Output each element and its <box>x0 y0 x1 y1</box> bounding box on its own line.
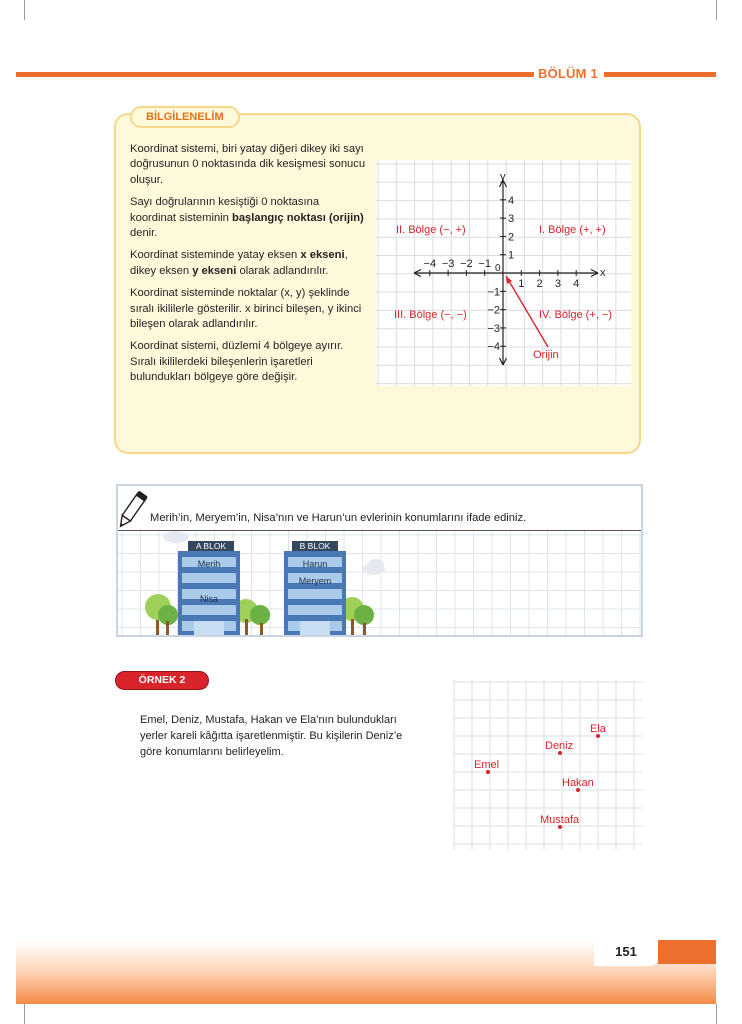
bold-term-origin: başlangıç noktası (orijin) <box>231 211 364 224</box>
building-a-resident-top: Merih <box>197 559 221 569</box>
building-a-resident-bottom: Nisa <box>199 594 219 604</box>
text-run: denir. <box>130 227 158 240</box>
building-b-sign-text: B BLOK <box>299 541 331 551</box>
building-b-resident-bottom: Meryem <box>298 576 332 586</box>
crop-mark <box>716 0 717 20</box>
x-tick-label: −1 <box>478 258 491 270</box>
label-mustafa: Mustafa <box>540 814 580 826</box>
x-tick-label: 4 <box>573 278 580 290</box>
page-tab <box>658 940 716 964</box>
text-run: , dikey eksen <box>130 249 348 277</box>
quadrant-3-label: III. Bölge (−, −) <box>394 309 467 321</box>
x-tick-label: −4 <box>423 258 437 270</box>
building-door <box>194 621 224 635</box>
activity-prompt: Merih’in, Meryem’in, Nisa’nın ve Harun’un evlerinin konumlarını ifade ediniz. <box>150 512 527 524</box>
y-tick-label: −3 <box>487 322 500 335</box>
info-paragraph-2 <box>130 195 366 241</box>
y-tick-label: −2 <box>487 304 500 317</box>
building-b <box>284 541 346 635</box>
info-paragraph-5: Koordinat sistemi, düzlemi 4 bölgeye ayırır. Sıralı ikililerdeki bileşenlerin işaretleri bulundukları bölgeye göre değişir. <box>130 340 344 384</box>
text-run: Sayı doğrularının kesiştiği 0 noktasına koordinat sisteminin <box>130 196 320 224</box>
x-axis-label: x <box>600 267 606 279</box>
example-text: Emel, Deniz, Mustafa, Hakan ve Ela’nın bulundukları yerler kareli kâğıtta işaretlenmiştir. Bu kişilerin Deniz’e göre konumlarını belirleyelim. <box>140 714 403 758</box>
crop-mark <box>24 1004 25 1024</box>
y-tick-label: 4 <box>508 194 515 207</box>
cloud <box>368 559 384 571</box>
window-strip <box>288 605 342 615</box>
quadrant-2-label: II. Bölge (−, +) <box>396 224 466 236</box>
crop-mark <box>24 0 25 20</box>
window-strip <box>182 573 236 583</box>
building-door <box>300 621 330 635</box>
x-tick-label: 3 <box>554 278 561 290</box>
bold-term-x-axis: x ekseni <box>300 249 345 262</box>
coordinate-plane <box>376 160 631 386</box>
x-tick-label: 2 <box>536 278 543 290</box>
origin-zero-label: 0 <box>495 263 501 274</box>
page-number: 151 <box>615 944 637 959</box>
building-b-resident-top: Harun <box>302 559 328 569</box>
pencil-icon <box>116 488 148 532</box>
header-rule <box>16 72 534 77</box>
y-tick-label: −4 <box>487 341 500 354</box>
window-strip <box>182 605 236 615</box>
label-emel: Emel <box>474 759 500 771</box>
chapter-label: BÖLÜM 1 <box>538 66 598 81</box>
origin-callout-label: Orijin <box>533 349 559 361</box>
bold-term-y-axis: y ekseni <box>192 264 237 277</box>
quadrant-1-label: I. Bölge (+, +) <box>539 224 606 236</box>
tree-crown <box>354 605 374 625</box>
tree-trunk <box>166 621 169 635</box>
label-deniz: Deniz <box>545 740 574 752</box>
building-a-sign-text: A BLOK <box>195 541 227 551</box>
cloud <box>163 531 189 543</box>
activity-divider <box>118 530 641 531</box>
label-ela: Ela <box>590 723 606 735</box>
label-hakan: Hakan <box>562 777 594 789</box>
y-tick-label: −1 <box>487 286 500 299</box>
tree-trunk <box>245 619 248 635</box>
text-run: olarak adlandırılır. <box>236 264 329 277</box>
info-text <box>130 142 366 393</box>
tree-trunk <box>260 623 263 635</box>
x-tick-label: 1 <box>518 278 525 290</box>
example-title: ÖRNEK 2 <box>116 672 208 689</box>
tree-crown <box>250 605 270 625</box>
info-paragraph-4: Koordinat sisteminde noktalar (x, y) şeklinde sıralı ikililerle gösterilir. x birinci bileşen, y ikinci bileşen olarak adlandırılır. <box>130 287 362 331</box>
window-strip <box>288 589 342 599</box>
header-rule-right <box>604 72 716 77</box>
info-paragraph-3 <box>130 248 366 279</box>
text-run: Koordinat sisteminde yatay eksen <box>130 249 301 262</box>
tree-trunk <box>363 623 366 635</box>
x-tick-label: −3 <box>441 258 455 270</box>
crop-mark <box>716 1004 717 1024</box>
y-axis-label: y <box>500 171 506 183</box>
info-paragraph-1: Koordinat sistemi, biri yatay diğeri dikey iki sayı doğrusunun 0 noktasında dik kesişmesi sonucu oluşur. <box>130 143 366 186</box>
y-tick-label: 2 <box>508 231 515 244</box>
y-tick-label: 1 <box>508 249 515 262</box>
example-grid-paper <box>453 680 643 850</box>
activity-grid <box>118 531 641 635</box>
quadrant-4-label: IV. Bölge (+, −) <box>539 309 612 321</box>
y-tick-label: 3 <box>508 213 515 226</box>
x-tick-label: −2 <box>460 258 473 270</box>
info-tag: BİLGİLENELİM <box>130 106 240 128</box>
tree-trunk <box>351 619 354 635</box>
building-a <box>178 541 240 635</box>
